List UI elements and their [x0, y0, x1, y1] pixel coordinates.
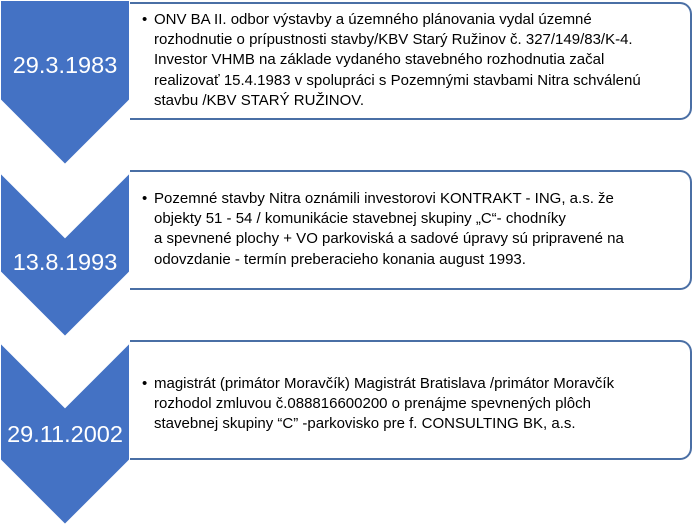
date-1: 29.3.1983 — [12, 52, 118, 78]
date-2: 13.8.1993 — [12, 249, 118, 275]
chevron-shape-1 — [0, 0, 130, 165]
bullet-2: • — [142, 190, 148, 207]
event-box-2 — [130, 170, 692, 290]
bullet-3: • — [142, 375, 148, 392]
event-text-3: magistrát (primátor Moravčík) Magistrát Bratislava /primátor Moravčík rozhodol zmluvou č.088816600200 o prenájme spevnených plôch stavebnej skupiny “C” -parkovisko pre f. CONSULTING BK, a.s. — [154, 375, 615, 433]
date-3: 29.11.2002 — [7, 421, 123, 447]
event-box-1 — [130, 2, 692, 120]
bullet-1: • — [142, 11, 148, 28]
event-text-1: ONV BA II. odbor výstavby a územného plánovania vydal územné rozhodnutie o prípustnosti stavby/KBV Starý Ružinov č. 327/149/83/K-4. Investor VHMB na základe vydaného stavebného rozhodnutia začal realizovať 15.4.1983 v spolupráci s Pozemnými stavbami Nitra schválenú stavbu /KBV STARÝ RUŽINOV. — [154, 11, 641, 109]
event-text-2: Pozemné stavby Nitra oznámili investorovi KONTRAKT - ING, a.s. že objekty 51 - 54 / komunikácie stavebnej skupiny „C“- chodníky a spevnené plochy + VO parkoviská a sadové úpravy sú pripravené na odovzdanie - termín preberacieho konania august 1993. — [154, 190, 624, 268]
event-box-3 — [130, 340, 692, 460]
